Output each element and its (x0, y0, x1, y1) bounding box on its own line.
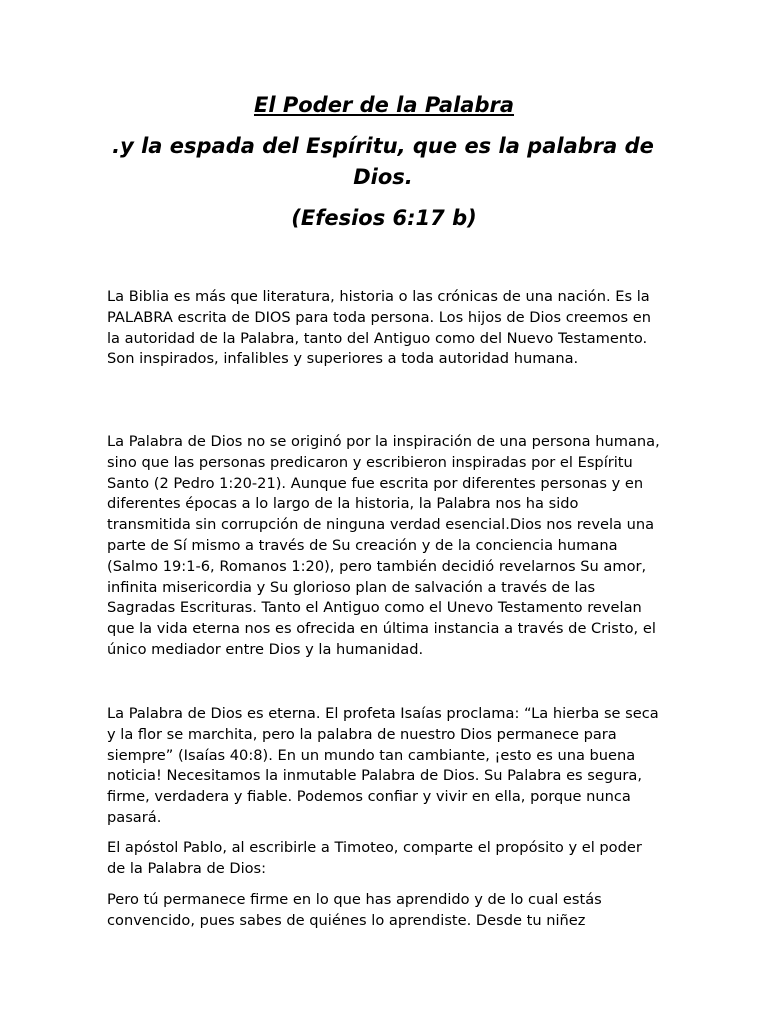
body-paragraph: La Palabra de Dios es eterna. El profeta Isaías proclama: “La hierba se seca y la flor se marchita, pero la palabra de nuestro Dios permanece para siempre” (Isaías 40:8). En un mundo tan cambiante, ¡esto es una buena noticia! Necesitamos la inmutable Palabra de Dios. Su Palabra es segura, firme, verdadera y fiable. Podemos confiar y vivir en ella, porque nunca pasará. (107, 705, 659, 826)
body-paragraph: La Biblia es más que literatura, historia o las crónicas de una nación. Es la PALABRA escrita de DIOS para toda persona. Los hijos de Dios creemos en la autoridad de la Palabra, tanto del Antiguo como del Nuevo Testamento. Son inspirados, infalibles y superiores a toda autoridad humana. (107, 288, 651, 368)
body-paragraph: Pero tú permanece firme en lo que has aprendido y de lo cual estás convencido, pues sabes de quiénes lo aprendiste. Desde tu niñez (107, 891, 602, 929)
verse-reference: (Efesios 6:17 b) (291, 206, 477, 230)
body-paragraph: El apóstol Pablo, al escribirle a Timoteo, comparte el propósito y el poder de la Palabra de Dios: (107, 839, 642, 877)
body-paragraph: La Palabra de Dios no se originó por la inspiración de una persona humana, sino que las personas predicaron y escribieron inspiradas por el Espíritu Santo (2 Pedro 1:20-21). Aunque fue escrita por diferentes personas y en diferentes épocas a lo largo de la historia, la Palabra nos ha sido transmitida sin corrupción de ninguna verdad esencial.Dios nos revela una parte de Sí mismo a través de Su creación y de la conciencia humana (Salmo 19:1-6, Romanos 1:20), pero también decidió revelarnos Su amor, infinita misericordia y Su glorioso plan de salvación a través de las Sagradas Escrituras. Tanto el Antiguo como el Unevo Testamento revelan que la vida eterna nos es ofrecida en última instancia a través de Cristo, el único mediador entre Dios y la humanidad. (107, 433, 660, 658)
verse-quote: .y la espada del Espíritu, que es la palabra de Dios. (112, 134, 654, 189)
document-title: El Poder de la Palabra (253, 93, 515, 117)
